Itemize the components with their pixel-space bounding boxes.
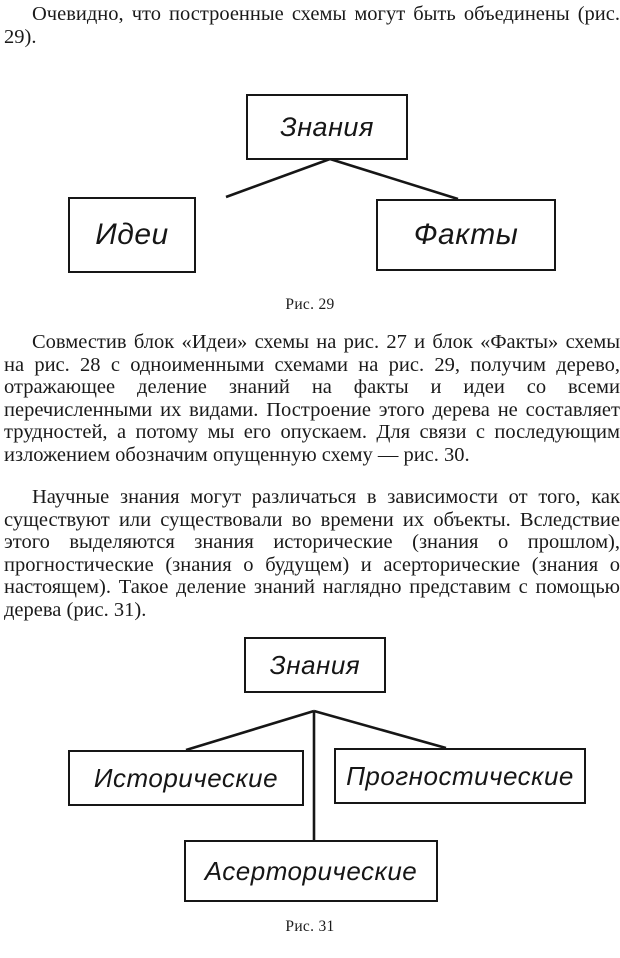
paragraph-1: Очевидно, что построенные схемы могут быть объединены (рис. 29).: [4, 3, 620, 48]
fig29-right-label: Факты: [413, 218, 519, 251]
paragraph-3: Научные знания могут различаться в зависимости от того, как существуют или существовали во времени их объекты. Вследствие этого выделяются знания исторические (знания о прошлом), прогностические (знания о будущем) и асерторические (знания о настоящем). Такое деление знаний наглядно представим с помощью дерева (рис. 31).: [4, 486, 620, 621]
fig31-right-label: Прогностические: [346, 760, 574, 791]
fig31-root-label: Знания: [269, 649, 361, 680]
fig29-root-box: [246, 94, 408, 160]
fig31-bottom-box: [184, 840, 438, 902]
fig31-left-box: [68, 750, 304, 806]
fig29-connector-left: [226, 159, 330, 197]
fig29-root-label: Знания: [280, 111, 374, 142]
paragraph-2: Совместив блок «Идеи» схемы на рис. 27 и блок «Факты» схемы на рис. 28 с одноименными схемами на рис. 29, получим дерево, отражающее деление знаний на факты и идеи со всеми перечисленными их видами. Построение этого дерева не составляет трудностей, а потому мы его опускаем. Для связи с последующим изложением обозначим опущенную схему — рис. 30.: [4, 331, 620, 466]
figure-31-caption: Рис. 31: [285, 918, 335, 935]
fig29-left-box: [68, 197, 196, 273]
fig29-left-label: Идеи: [95, 218, 169, 251]
fig31-connector-right: [314, 711, 446, 748]
fig31-connector-left: [186, 711, 314, 750]
fig31-left-label: Исторические: [93, 762, 279, 793]
fig29-connector-right: [330, 159, 458, 199]
fig31-right-box: [334, 748, 586, 804]
fig31-root-box: [244, 637, 386, 693]
figure-29-caption: Рис. 29: [285, 296, 335, 313]
fig29-right-box: [376, 199, 556, 271]
fig31-bottom-label: Асерторические: [204, 855, 418, 886]
